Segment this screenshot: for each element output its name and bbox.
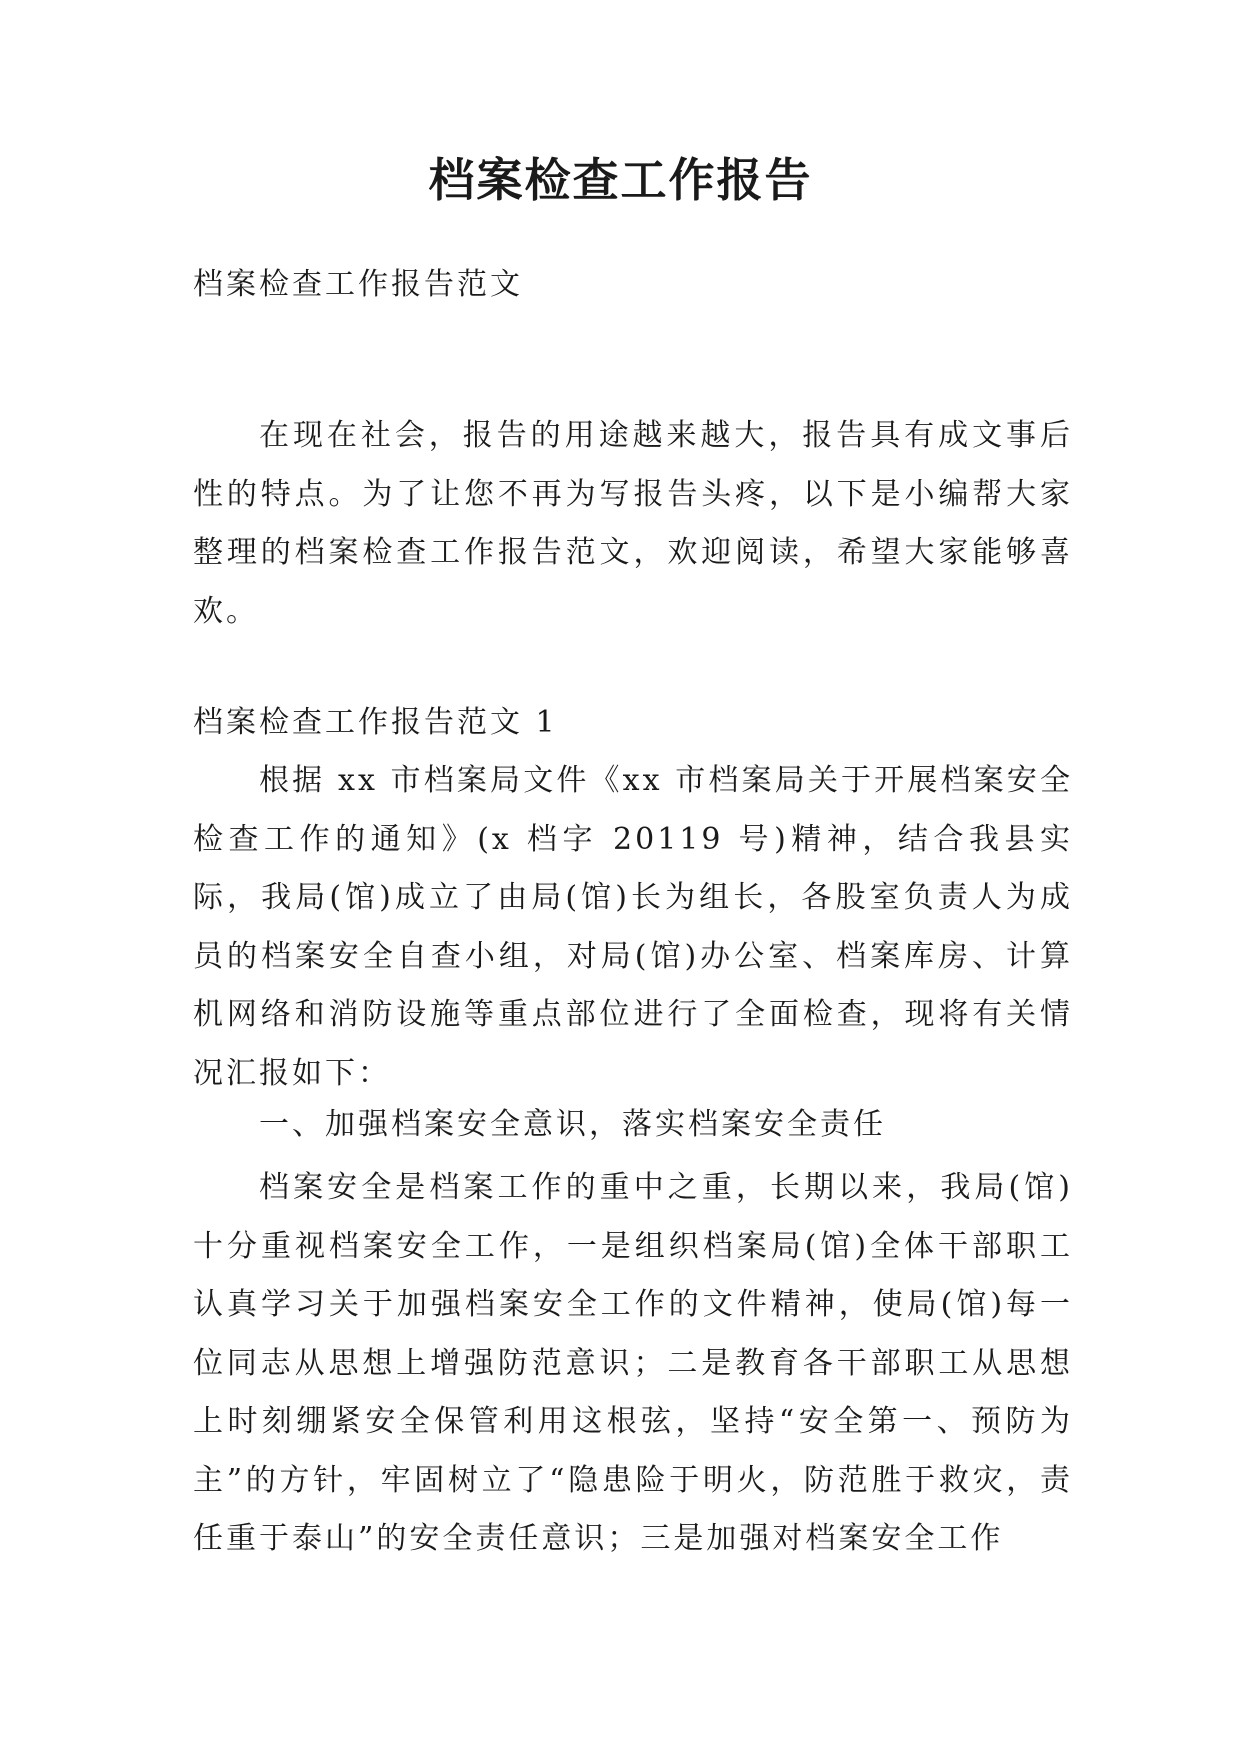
section-heading-1: 一、加强档案安全意识，落实档案安全责任 bbox=[259, 1107, 886, 1142]
body-paragraph-1: 根据 xx 市档案局文件《xx 市档案局关于开展档案安全检查工作的通知》(x 档字 20119 号)精神，结合我县实际，我局(馆)成立了由局(馆)长为组长，各股室负责人为成员的档案安全自查小组，对局(馆)办公室、档案库房、计算机网络和消防设施等重点部位进行了全面检查，现将有关情况汇报如下： bbox=[193, 763, 1073, 1091]
document-title: 档案检查工作报告 bbox=[428, 153, 813, 207]
section-title: 档案检查工作报告范文 1 bbox=[193, 705, 558, 740]
document-subtitle: 档案检查工作报告范文 bbox=[193, 267, 523, 302]
intro-paragraph: 在现在社会，报告的用途越来越大，报告具有成文事后性的特点。为了让您不再为写报告头疼，以下是小编帮大家整理的档案检查工作报告范文，欢迎阅读，希望大家能够喜欢。 bbox=[193, 418, 1073, 629]
body-paragraph-2: 档案安全是档案工作的重中之重，长期以来，我局(馆)十分重视档案安全工作，一是组织档案局(馆)全体干部职工认真学习关于加强档案安全工作的文件精神，使局(馆)每一位同志从思想上增强防范意识；二是教育各干部职工从思想上时刻绷紧安全保管利用这根弦，坚持“安全第一、预防为主”的方针，牢固树立了“隐患险于明火，防范胜于救灾，责任重于泰山”的安全责任意识；三是加强对档案安全工作 bbox=[193, 1170, 1073, 1556]
